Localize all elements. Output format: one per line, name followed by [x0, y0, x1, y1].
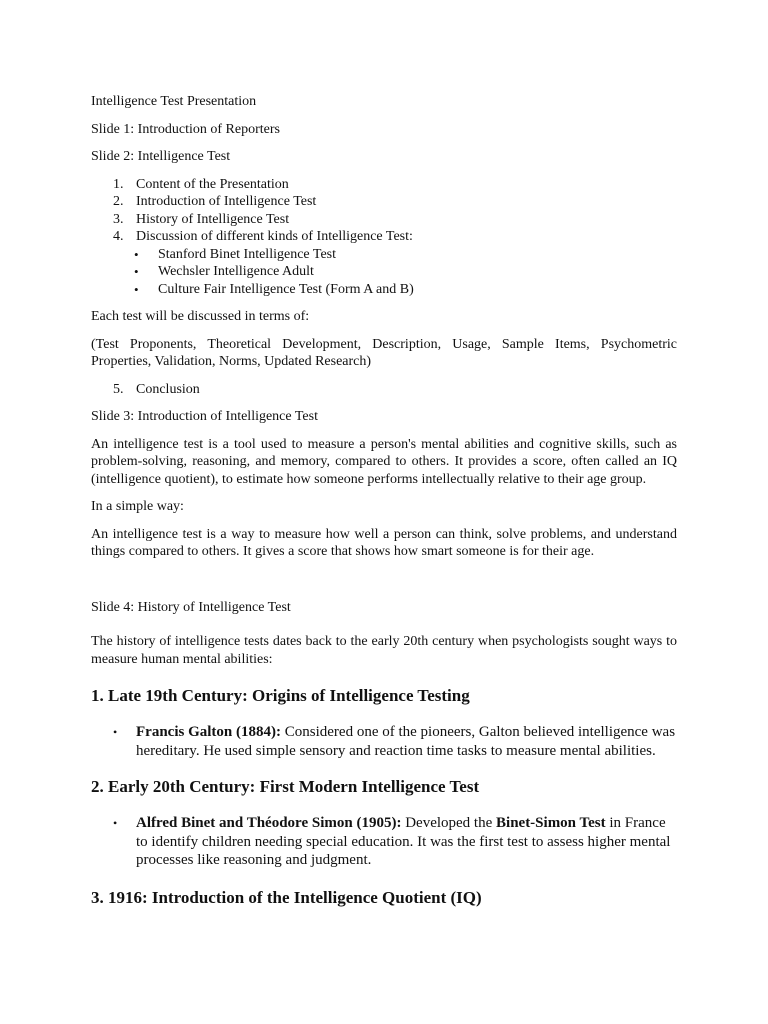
section-heading-1: 1. Late 19th Century: Origins of Intelligence Testing [91, 686, 470, 705]
document-body [91, 92, 677, 909]
list-number: 4. [113, 229, 124, 244]
list-item [91, 211, 677, 229]
list-item [91, 246, 677, 264]
doc-title: Intelligence Test Presentation [91, 94, 257, 109]
bullet-icon: • [113, 725, 118, 739]
simple-way-label: In a simple way: [91, 499, 184, 514]
bullet-icon: • [134, 281, 139, 297]
list-number: 1. [113, 176, 124, 192]
list-item-text: Wechsler Intelligence Adult [158, 264, 314, 279]
list-item [91, 228, 677, 246]
list-item-text: Conclusion [136, 381, 200, 397]
list-item [91, 176, 677, 194]
binet-text-a: Developed the [401, 815, 497, 831]
bullet-icon: • [134, 246, 139, 262]
slide-3-paragraph-2: An intelligence test is a way to measure how well a person can think, solve problems, and understand things compared to others. It gives a score that shows how smart someone is for their age. [91, 526, 677, 559]
slide-3-heading: Slide 3: Introduction of Intelligence Test [91, 409, 318, 424]
section-1-list [91, 723, 677, 760]
list-item-text: Content of the Presentation [136, 176, 289, 192]
section-heading-3: 3. 1916: Introduction of the Intelligence Quotient (IQ) [91, 887, 482, 907]
binet-text-b: in France to identify children needing special education. It was the first test to assess higher mental processes like reasoning and judgment. [136, 815, 671, 868]
test-kinds-list [91, 246, 677, 299]
slide-2-heading: Slide 2: Intelligence Test [91, 149, 231, 164]
slide-2-list [91, 176, 677, 246]
slide-1-heading: Slide 1: Introduction of Reporters [91, 121, 280, 137]
each-test-note: Each test will be discussed in terms of: [91, 309, 310, 324]
galton-name: Francis Galton (1884) [136, 724, 276, 740]
colon: : [276, 724, 281, 740]
bullet-icon: • [134, 264, 139, 279]
list-item [91, 193, 677, 211]
galton-description: Considered one of the pioneers, Galton believed intelligence was hereditary. He used simple sensory and reaction time tasks to measure mental abilities. [136, 724, 676, 759]
slide-3-paragraph-1: An intelligence test is a tool used to measure a person's mental abilities and cognitive skills, such as problem-solving, reasoning, and memory, compared to others. It provides a score, often called an IQ (intelligence quotient), to estimate how someone performs intellectually relative to their age group. [91, 436, 677, 487]
conclusion-list [91, 381, 677, 399]
section-heading-2: 2. Early 20th Century: First Modern Intelligence Test [91, 777, 480, 796]
bullet-icon: • [113, 816, 118, 830]
list-item [91, 814, 677, 870]
list-number: 3. [113, 211, 124, 227]
list-number: 5. [113, 381, 124, 397]
binet-simon-names: Alfred Binet and Théodore Simon (1905) [136, 815, 397, 831]
list-item [91, 281, 677, 299]
list-item-text: Stanford Binet Intelligence Test [158, 246, 336, 262]
binet-simon-test: Binet-Simon Test [496, 815, 606, 831]
list-item-text: Culture Fair Intelligence Test (Form A and B) [158, 281, 414, 297]
section-2-list [91, 814, 677, 870]
list-item [91, 263, 677, 281]
list-item [91, 381, 677, 399]
discussion-terms: (Test Proponents, Theoretical Development, Description, Usage, Sample Items, Psychometric Properties, Validation, Norms, Updated Research) [91, 336, 677, 369]
slide-4-heading: Slide 4: History of Intelligence Test [91, 599, 291, 615]
colon: : [396, 815, 402, 831]
slide-4-intro: The history of intelligence tests dates back to the early 20th century when psychologists sought ways to measure human mental abilities: [91, 634, 677, 667]
list-item-text: Discussion of different kinds of Intelligence Test: [136, 229, 413, 244]
list-number: 2. [113, 194, 124, 209]
list-item [91, 723, 677, 760]
list-item-text: History of Intelligence Test [136, 211, 290, 227]
list-item-text: Introduction of Intelligence Test [136, 194, 317, 209]
